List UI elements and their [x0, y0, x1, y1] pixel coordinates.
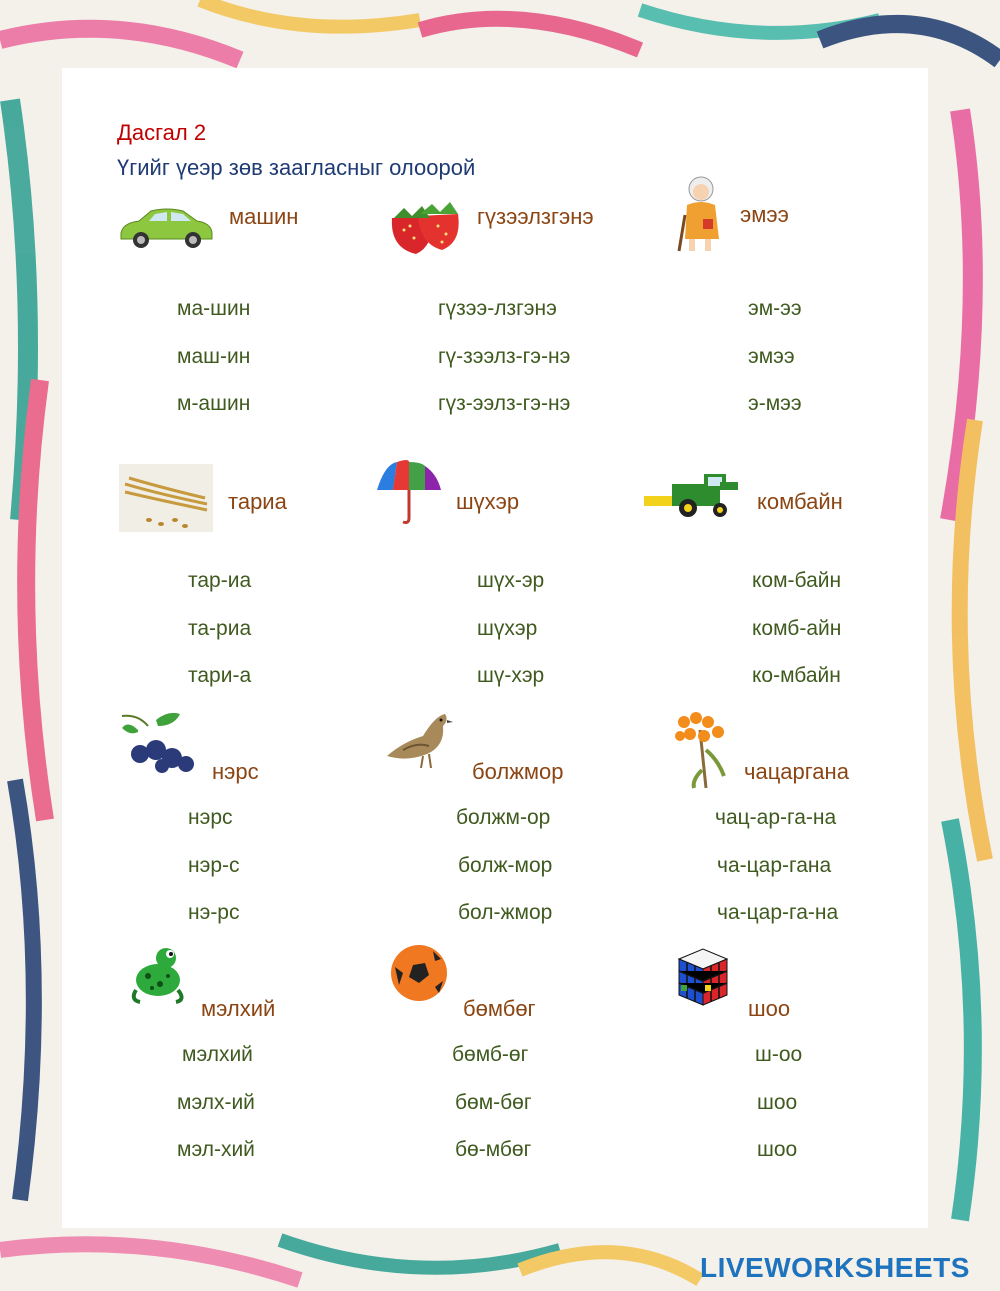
option-1c[interactable]: м-ашин [177, 392, 251, 415]
target-word-7: нэрс [212, 759, 259, 784]
option-4a[interactable]: тар-иа [188, 569, 252, 592]
option-3b[interactable]: эмээ [748, 345, 795, 368]
option-7a[interactable]: нэрс [188, 806, 233, 829]
instruction-text: Үгийг үеэр зөв заагласныг олоорой [117, 155, 476, 180]
option-6c[interactable]: ко-мбайн [752, 664, 841, 687]
option-10c[interactable]: мэл-хий [177, 1138, 255, 1161]
option-1b[interactable]: маш-ин [177, 345, 251, 368]
option-7c[interactable]: нэ-рс [188, 901, 240, 924]
option-9c[interactable]: ча-цар-га-на [717, 901, 839, 924]
option-9a[interactable]: чац-ар-га-на [715, 806, 837, 829]
strawberry-icon [382, 198, 464, 256]
option-2a[interactable]: гүзээ-лзгэнэ [438, 297, 557, 320]
target-word-4: тариа [228, 489, 287, 514]
option-11a[interactable]: бөмб-өг [452, 1043, 529, 1066]
option-5b[interactable]: шүхэр [477, 617, 538, 640]
target-word-10: мэлхий [201, 996, 276, 1021]
target-word-9: чацаргана [744, 759, 849, 784]
target-word-1: машин [229, 204, 299, 229]
option-6b[interactable]: комб-айн [752, 617, 842, 640]
frog-icon [128, 946, 188, 1006]
option-9b[interactable]: ча-цар-гана [717, 854, 832, 877]
option-10b[interactable]: мэлх-ий [177, 1091, 255, 1114]
option-8c[interactable]: бол-жмор [458, 901, 553, 924]
option-11c[interactable]: бө-мбөг [455, 1138, 532, 1161]
option-4c[interactable]: тари-а [188, 664, 252, 687]
cube-icon [673, 945, 733, 1007]
target-word-8: болжмор [472, 759, 564, 784]
option-12c[interactable]: шоо [757, 1138, 798, 1161]
target-word-2: гүзээлзгэнэ [477, 204, 594, 229]
target-word-12: шоо [748, 996, 791, 1021]
blueberry-icon [118, 710, 198, 774]
option-12a[interactable]: ш-оо [755, 1043, 803, 1066]
sea-buckthorn-icon [672, 710, 728, 790]
target-word-6: комбайн [757, 489, 843, 514]
ball-icon [389, 943, 449, 1003]
target-word-5: шүхэр [456, 489, 520, 514]
option-3c[interactable]: э-мээ [748, 392, 802, 415]
grandmother-icon [675, 175, 729, 255]
combine-harvester-icon [642, 472, 742, 518]
option-8b[interactable]: болж-мор [458, 854, 553, 877]
liveworksheets-logo[interactable]: LIVEWORKSHEETS [700, 1252, 970, 1283]
option-5a[interactable]: шүх-эр [477, 569, 545, 592]
option-10a[interactable]: мэлхий [182, 1043, 253, 1066]
lark-bird-icon [383, 706, 455, 772]
target-word-11: бөмбөг [463, 996, 536, 1021]
option-4b[interactable]: та-риа [188, 617, 252, 640]
option-2b[interactable]: гү-зээлз-гэ-нэ [438, 345, 571, 368]
exercise-title: Дасгал 2 [117, 120, 207, 145]
option-2c[interactable]: гүз-ээлз-гэ-нэ [438, 392, 571, 415]
option-7b[interactable]: нэр-с [188, 854, 240, 877]
option-3a[interactable]: эм-ээ [748, 297, 802, 320]
wheat-icon [119, 464, 213, 532]
option-6a[interactable]: ком-байн [752, 569, 842, 592]
option-12b[interactable]: шоо [757, 1091, 798, 1114]
option-8a[interactable]: болжм-ор [456, 806, 551, 829]
option-1a[interactable]: ма-шин [177, 297, 251, 320]
target-word-3: эмээ [740, 202, 789, 227]
option-5c[interactable]: шү-хэр [477, 664, 545, 687]
option-11b[interactable]: бөм-бөг [455, 1091, 532, 1114]
umbrella-icon [375, 460, 443, 526]
car-icon [117, 205, 215, 249]
